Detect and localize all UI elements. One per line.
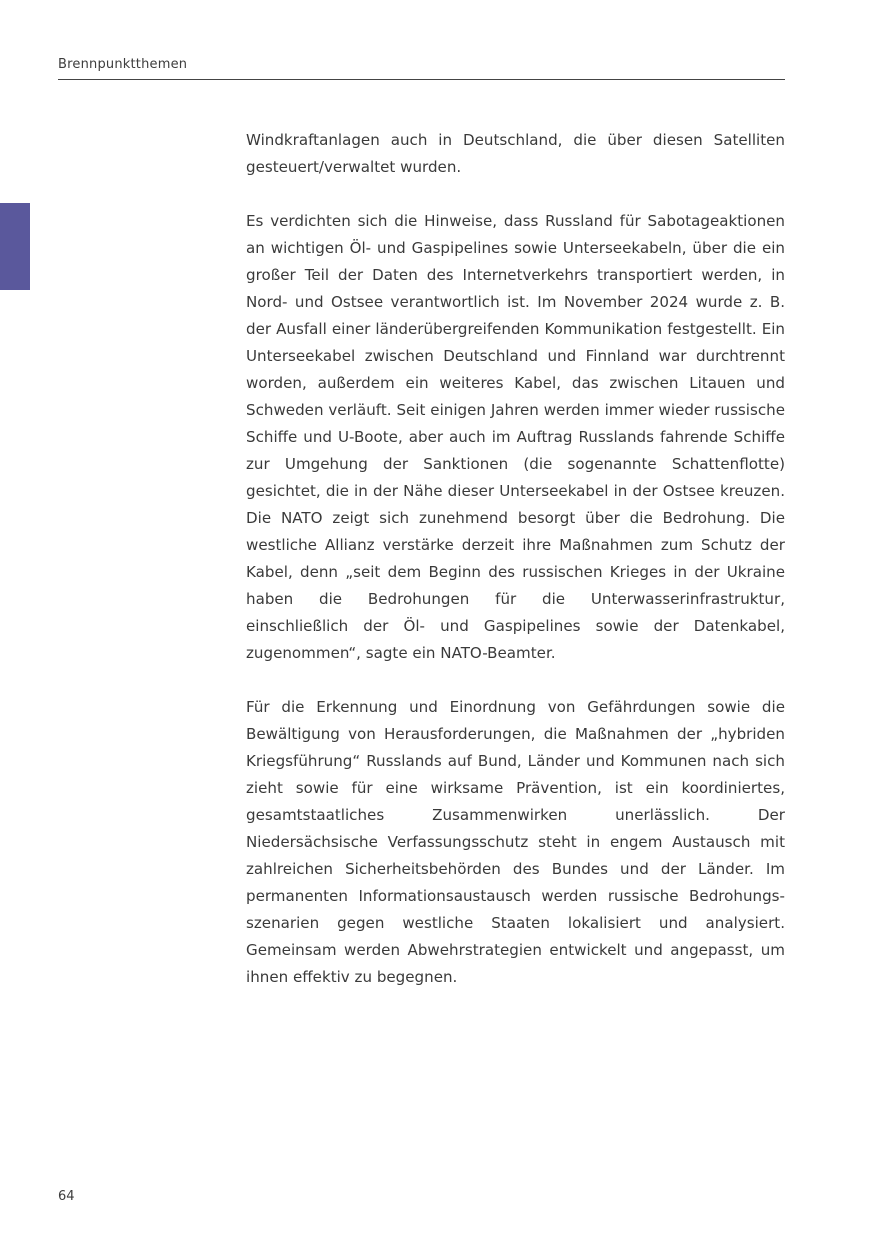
running-header: Brennpunktthemen [58, 57, 188, 72]
paragraph-1: Windkraftanlagen auch in Deutschland, die über diesen Satelliten gesteuert/verwaltet wurden. [246, 131, 785, 176]
chapter-tab-marker [0, 203, 30, 290]
paragraph-3: Für die Erkennung und Einordnung von Gefährdungen sowie die Bewältigung von Herausforderungen, die Maßnahmen der „hybriden Kriegsführung“ Russlands auf Bund, Länder und Kommunen nach sich zieht sowie für eine wirksame Prävention, ist ein koordiniertes, gesamtstaatliches Zusammenwirken unerlässlich. Der Niedersächsische Verfassungsschutz steht in engem Austausch mit zahlreichen Sicherheitsbehörden des Bundes und der Länder. Im permanenten Informationsaustausch werden russische Bedrohungsszenarien gegen westliche Staaten lokalisiert und analysiert. Gemeinsam werden Abwehrstrategien entwickelt und angepasst, um ihnen effektiv zu begegnen. [246, 698, 785, 986]
header-rule [58, 79, 785, 80]
body-text [246, 127, 785, 1018]
paragraph-2: Es verdichten sich die Hinweise, dass Russland für Sabotageaktionen an wichtigen Öl- und Gaspipelines sowie Unterseekabeln, über die ein großer Teil der Daten des Internetverkehrs transportiert werden, in Nord- und Ostsee verantwortlich ist. Im November 2024 wurde z. B. der Ausfall einer länderübergreifenden Kommunikation festgestellt. Ein Unterseekabel zwischen Deutschland und Finnland war durchtrennt worden, außerdem ein weiteres Kabel, das zwischen Litauen und Schweden verläuft. Seit einigen Jahren werden immer wieder russische Schiffe und U-Boote, aber auch im Auftrag Russlands fahrende Schiffe zur Umgehung der Sanktionen (die sogenannte Schattenflotte) gesichtet, die in der Nähe dieser Unterseekabel in der Ostsee kreuzen. Die NATO zeigt sich zunehmend besorgt über die Bedrohung. Die westliche Allianz verstärke derzeit ihre Maßnahmen zum Schutz der Kabel, denn „seit dem Beginn des russischen Krieges in der Ukraine haben die Bedrohungen für die Unterwasserinfrastruktur, einschließlich der Öl- und Gaspipelines sowie der Datenkabel, zugenommen“, sagte ein NATO-Beamter. [246, 212, 785, 662]
page-number: 64 [58, 1189, 75, 1204]
